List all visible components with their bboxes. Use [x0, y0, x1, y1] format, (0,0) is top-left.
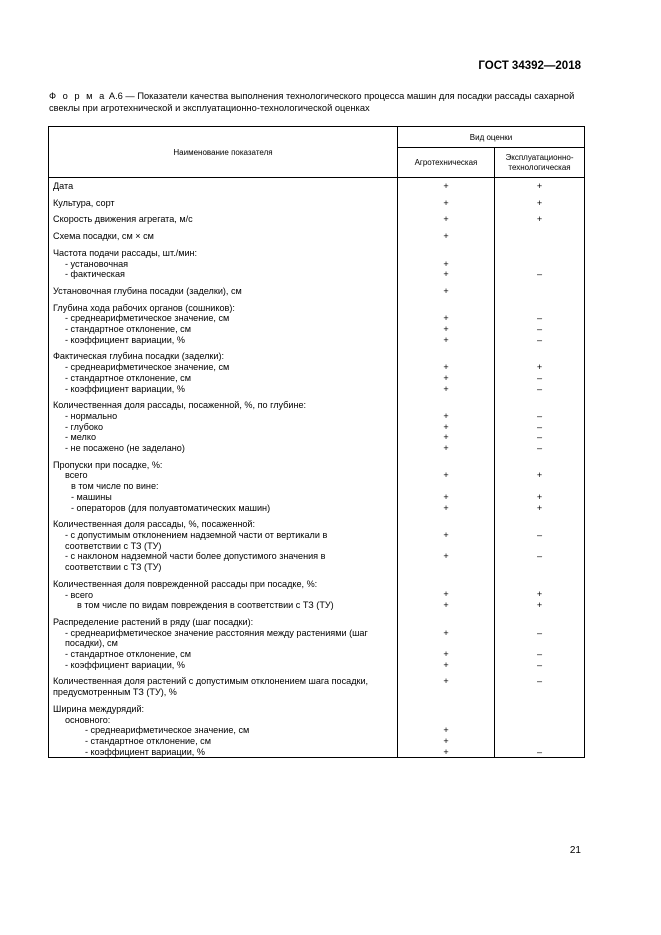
table-row	[49, 454, 585, 514]
agro-mark: +	[443, 725, 449, 736]
page-number: 21	[569, 845, 581, 856]
agro-mark	[398, 704, 494, 715]
indicator-text: - коэффициент вариации, %	[65, 659, 185, 670]
indicator-text: Ширина междурядий:	[53, 703, 145, 714]
indicators-table	[48, 126, 585, 758]
indicator-text: Количественная доля рассады, %, посаженной:	[53, 519, 256, 530]
indicator-text: - операторов (для полуавтоматических машин)	[71, 502, 271, 513]
indicator-cell	[49, 297, 398, 346]
indicator-cell	[49, 611, 398, 671]
agro-mark-cell	[398, 573, 495, 611]
agro-mark-cell	[398, 611, 495, 671]
expl-mark: –	[536, 372, 543, 383]
expl-mark-cell	[495, 192, 585, 209]
form-caption	[49, 90, 579, 114]
agro-mark: +	[443, 197, 449, 208]
header-indicator-name: Наименование показателя	[49, 127, 398, 178]
expl-mark: –	[536, 648, 543, 659]
table-row	[49, 670, 585, 697]
agro-mark: +	[443, 258, 449, 269]
expl-mark: –	[536, 269, 543, 280]
agro-mark: +	[443, 324, 449, 334]
expl-mark	[495, 579, 584, 590]
indicator-cell	[49, 280, 398, 297]
expl-mark: –	[536, 529, 543, 540]
expl-mark: –	[536, 313, 543, 324]
agro-mark: +	[443, 313, 449, 324]
indicator-cell	[49, 192, 398, 209]
indicator-text: Культура, сорт	[53, 197, 115, 208]
agro-mark: +	[443, 470, 449, 481]
indicator-cell	[49, 208, 398, 225]
agro-mark-cell	[398, 454, 495, 514]
expl-mark: +	[536, 589, 543, 600]
expl-mark: +	[536, 491, 543, 502]
agro-mark: +	[443, 529, 449, 540]
indicator-text: - фактическая	[65, 269, 125, 280]
expl-mark	[495, 231, 584, 242]
indicator-cell	[49, 454, 398, 514]
agro-mark: +	[443, 269, 449, 280]
agro-mark	[398, 715, 494, 726]
expl-mark: +	[536, 181, 543, 191]
indicator-cell	[49, 513, 398, 573]
expl-mark-cell	[495, 280, 585, 297]
expl-mark: –	[536, 551, 543, 562]
standard-number: ГОСТ 34392—2018	[478, 60, 581, 72]
indicator-cell	[49, 698, 398, 758]
indicator-text: - коэффициент вариации, %	[85, 746, 205, 757]
expl-mark: +	[536, 502, 543, 513]
expl-mark-cell	[495, 513, 585, 573]
indicator-text: - установочная	[65, 258, 129, 269]
indicator-cell	[49, 573, 398, 611]
agro-mark: +	[443, 410, 449, 421]
expl-mark	[495, 259, 584, 270]
agro-mark: +	[443, 334, 449, 345]
agro-mark-cell	[398, 513, 495, 573]
indicator-cell	[49, 242, 398, 280]
table-row	[49, 611, 585, 671]
indicator-text: - среднеарифметическое значение, см	[65, 362, 230, 373]
expl-mark	[495, 736, 584, 747]
expl-mark: –	[536, 334, 543, 345]
expl-mark	[495, 303, 584, 314]
indicator-text: - коэффициент вариации, %	[65, 383, 185, 394]
indicator-text: - среднеарифметическое значение, см	[85, 725, 250, 736]
agro-mark-cell	[398, 345, 495, 394]
indicator-text: в том числе по видам повреждения в соответствии с ТЗ (ТУ)	[77, 600, 334, 611]
expl-mark-cell	[495, 208, 585, 225]
table-row	[49, 178, 585, 192]
agro-mark	[398, 351, 494, 362]
expl-mark: –	[536, 676, 543, 687]
expl-mark-cell	[495, 242, 585, 280]
indicator-text: - стандартное отклонение, см	[65, 324, 191, 335]
agro-mark: +	[443, 421, 449, 432]
agro-mark-cell	[398, 698, 495, 758]
indicator-text: - коэффициент вариации, %	[65, 334, 185, 345]
agro-mark: +	[443, 648, 449, 659]
agro-mark-cell	[398, 192, 495, 209]
expl-mark: –	[536, 432, 543, 443]
table-row	[49, 192, 585, 209]
expl-mark: –	[536, 659, 543, 670]
indicator-text: Схема посадки, см × см	[53, 231, 154, 242]
indicator-text: Количественная доля рассады, посаженной, %, по глубине:	[53, 400, 307, 411]
table-row	[49, 345, 585, 394]
expl-mark: +	[536, 197, 543, 208]
expl-mark	[495, 351, 584, 362]
agro-mark: +	[443, 443, 449, 453]
indicator-text: - глубоко	[65, 421, 104, 432]
expl-mark: –	[536, 746, 543, 757]
agro-mark: +	[443, 372, 449, 383]
indicator-text: Пропуски при посадке, %:	[53, 459, 163, 470]
indicator-text: Скорость движения агрегата, м/с	[53, 214, 193, 225]
indicator-text: всего	[65, 470, 88, 481]
agro-mark-cell	[398, 670, 495, 697]
expl-mark-cell	[495, 698, 585, 758]
agro-mark-cell	[398, 225, 495, 242]
agro-mark	[398, 519, 494, 530]
table-row	[49, 225, 585, 242]
indicator-text: - стандартное отклонение, см	[65, 649, 191, 660]
agro-mark: +	[443, 589, 449, 600]
indicator-text: - среднеарифметическое значение расстояния между растениями (шаг посадки), см	[65, 627, 368, 649]
expl-mark	[495, 286, 584, 297]
table-row	[49, 394, 585, 454]
form-title: А.6 — Показатели качества выполнения технологического процесса машин для посадки рассады сахарной свеклы при агротехнической и эксплуатационно-технологической оценках	[49, 91, 575, 113]
agro-mark: +	[443, 214, 449, 225]
expl-mark	[495, 400, 584, 411]
indicator-text: - с наклоном надземной части более допустимого значения в соответствии с ТЗ (ТУ)	[65, 551, 326, 573]
expl-mark	[495, 481, 584, 492]
indicator-text: Фактическая глубина посадки (заделки):	[53, 351, 225, 362]
agro-mark: +	[443, 362, 449, 373]
header-operational: Эксплуатационно-технологическая	[495, 148, 585, 178]
agro-mark-cell	[398, 178, 495, 192]
indicator-text: в том числе по вине:	[71, 481, 159, 492]
indicator-text: - нормально	[65, 410, 118, 421]
expl-mark	[495, 248, 584, 259]
agro-mark: +	[443, 285, 449, 296]
agro-mark-cell	[398, 242, 495, 280]
indicator-text: - среднеарифметическое значение, см	[65, 313, 230, 324]
indicator-cell	[49, 670, 398, 697]
expl-mark	[495, 617, 584, 628]
expl-mark: –	[536, 324, 543, 334]
indicator-text: - с допустимым отклонением надземной части от вертикали в соответствии с ТЗ (ТУ)	[65, 529, 328, 551]
agro-mark: +	[443, 746, 449, 757]
table-row	[49, 242, 585, 280]
agro-mark: +	[443, 600, 449, 611]
table-row	[49, 513, 585, 573]
agro-mark: +	[443, 676, 449, 687]
expl-mark: –	[536, 627, 543, 638]
agro-mark-cell	[398, 394, 495, 454]
indicator-text: - не посажено (не заделано)	[65, 443, 185, 454]
agro-mark: +	[443, 181, 449, 191]
expl-mark-cell	[495, 225, 585, 242]
expl-mark-cell	[495, 297, 585, 346]
indicator-cell	[49, 178, 398, 192]
expl-mark	[495, 519, 584, 530]
indicator-cell	[49, 394, 398, 454]
expl-mark-cell	[495, 394, 585, 454]
indicator-text: - стандартное отклонение, см	[65, 372, 191, 383]
table-body	[49, 178, 585, 758]
indicator-text: Частота подачи рассады, шт./мин:	[53, 247, 198, 258]
indicator-text: Глубина хода рабочих органов (сошников):	[53, 302, 235, 313]
expl-mark: –	[536, 383, 543, 394]
expl-mark: –	[536, 410, 543, 421]
expl-mark-cell	[495, 454, 585, 514]
agro-mark	[398, 481, 494, 492]
agro-mark	[398, 303, 494, 314]
table-row	[49, 297, 585, 346]
indicator-text: Установочная глубина посадки (заделки), см	[53, 285, 242, 296]
agro-mark: +	[443, 383, 449, 394]
table-row	[49, 208, 585, 225]
indicator-text: - машины	[71, 491, 112, 502]
expl-mark-cell	[495, 611, 585, 671]
agro-mark: +	[443, 735, 449, 746]
expl-mark	[495, 715, 584, 726]
form-label: Ф о р м а	[49, 91, 107, 101]
agro-mark-cell	[398, 208, 495, 225]
agro-mark: +	[443, 491, 449, 502]
agro-mark	[398, 248, 494, 259]
agro-mark-cell	[398, 297, 495, 346]
table-row	[49, 698, 585, 758]
expl-mark: +	[536, 214, 543, 225]
agro-mark: +	[443, 551, 449, 562]
indicator-text: Количественная доля растений с допустимым отклонением шага посадки, предусмотренным ТЗ (ТУ), %	[53, 676, 369, 698]
expl-mark	[495, 725, 584, 736]
expl-mark: –	[536, 443, 543, 453]
agro-mark	[398, 460, 494, 471]
expl-mark	[495, 704, 584, 715]
agro-mark	[398, 579, 494, 590]
indicator-text: Распределение растений в ряду (шаг посадки):	[53, 616, 254, 627]
indicator-text: - мелко	[65, 432, 97, 443]
agro-mark	[398, 617, 494, 628]
indicator-text: - всего	[65, 589, 94, 600]
expl-mark-cell	[495, 670, 585, 697]
expl-mark	[495, 460, 584, 471]
agro-mark: +	[443, 627, 449, 638]
expl-mark: –	[536, 421, 543, 432]
expl-mark-cell	[495, 573, 585, 611]
agro-mark-cell	[398, 280, 495, 297]
indicator-text: Количественная доля поврежденной рассады при посадке, %:	[53, 578, 318, 589]
agro-mark: +	[443, 231, 449, 242]
table-row	[49, 573, 585, 611]
expl-mark-cell	[495, 345, 585, 394]
indicator-text: Дата	[53, 181, 74, 191]
agro-mark: +	[443, 659, 449, 670]
header-evaluation-type: Вид оценки	[398, 127, 585, 148]
expl-mark: +	[536, 600, 543, 611]
expl-mark: +	[536, 470, 543, 481]
indicator-text: основного:	[65, 714, 111, 725]
indicator-cell	[49, 225, 398, 242]
agro-mark: +	[443, 432, 449, 443]
table-row	[49, 280, 585, 297]
indicator-cell	[49, 345, 398, 394]
expl-mark: +	[536, 362, 543, 373]
indicator-text: - стандартное отклонение, см	[85, 735, 211, 746]
header-agrotechnical: Агротехническая	[398, 148, 495, 178]
agro-mark	[398, 400, 494, 411]
expl-mark-cell	[495, 178, 585, 192]
agro-mark: +	[443, 502, 449, 513]
